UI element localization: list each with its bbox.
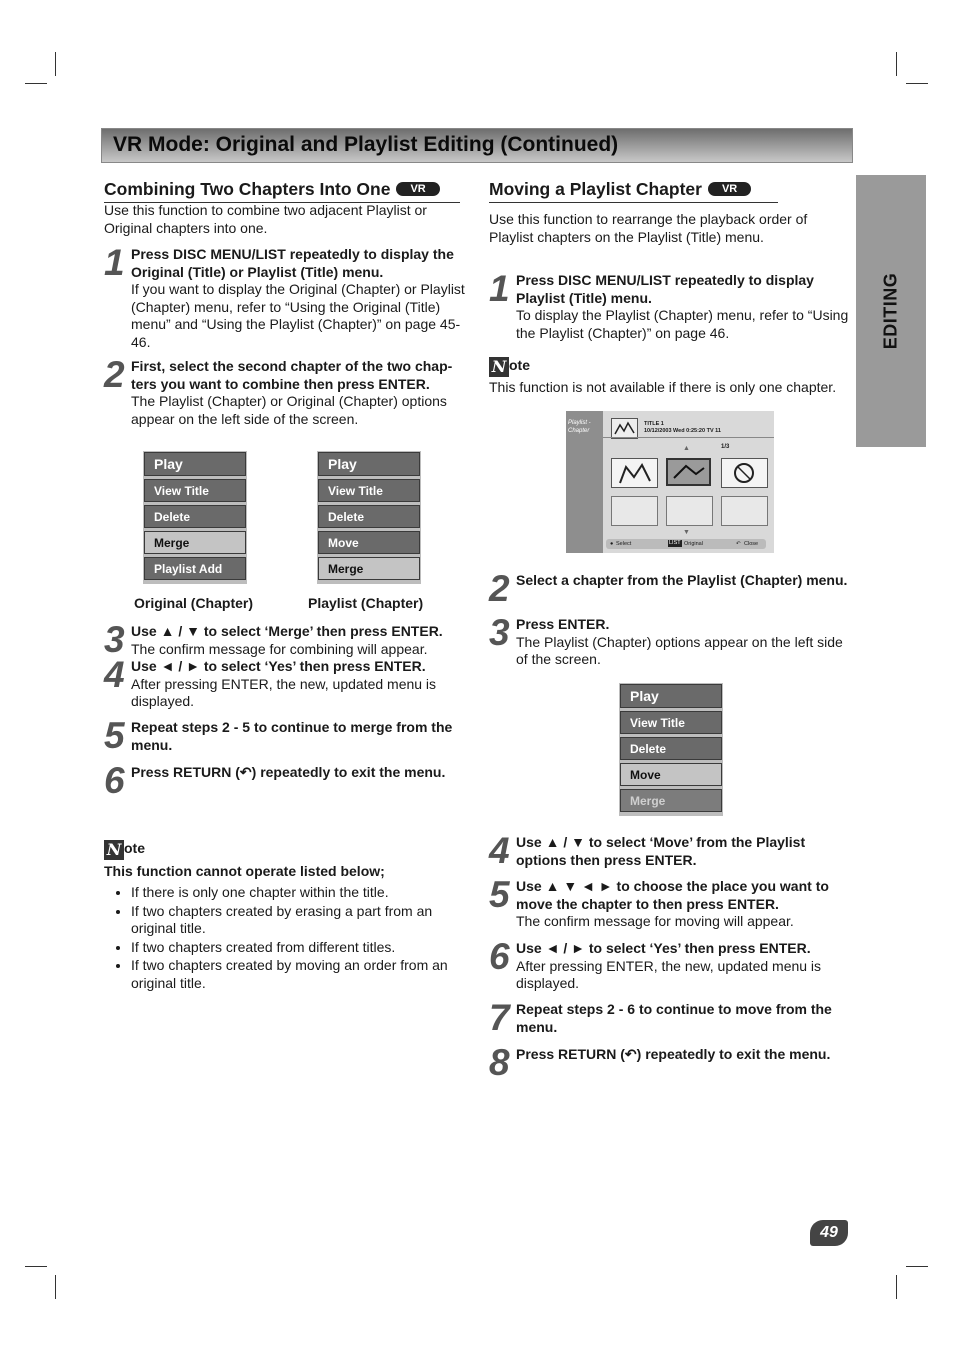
step-number: 1 <box>104 242 125 283</box>
right-intro: Use this function to rearrange the playback order of Playlist chapters on the Playlist (Title) menu. <box>489 211 808 245</box>
step-number: 7 <box>489 997 510 1038</box>
note-icon: N <box>489 357 509 377</box>
menu-item-view-title[interactable]: View Title <box>620 711 722 734</box>
step-instruction: Press ENTER. <box>516 616 610 632</box>
step-instruction: Press DISC MENU/LIST repeatedly to display the Original (Title) or Playlist (Title) menu. <box>131 246 454 280</box>
crop-mark <box>55 52 56 76</box>
page-number: 49 <box>810 1220 848 1246</box>
crop-mark <box>906 1266 928 1267</box>
playlist-chapter-screen <box>566 411 774 553</box>
screen-side-label: Playlist -Chapter <box>568 420 591 434</box>
screen-title: TITLE 1 <box>644 421 664 427</box>
menu-item-delete[interactable]: Delete <box>144 505 246 528</box>
left-heading-text: Combining Two Chapters Into One <box>104 179 391 199</box>
step-instruction: Use ▲ / ▼ to select ‘Merge’ then press ENTER. <box>131 623 443 639</box>
step-instruction: Use ▲ ▼ ◄ ► to choose the place you want to move the chapter to then press ENTER. <box>516 878 829 912</box>
step-number: 8 <box>489 1042 510 1083</box>
note-item: • If there is only one chapter within the title. <box>131 884 466 902</box>
step-number: 6 <box>489 936 510 977</box>
note-label: ote <box>509 357 530 373</box>
vr-badge: VR <box>708 182 751 196</box>
footer-close: Close <box>744 541 759 547</box>
step-instruction: Repeat steps 2 - 6 to continue to move from the menu. <box>516 1001 832 1035</box>
screen-title-info <box>644 421 721 435</box>
menu-item-view-title[interactable]: View Title <box>318 479 420 502</box>
arrow-down-icon: ▼ <box>683 529 690 536</box>
right-section-heading <box>489 179 778 203</box>
step-number: 2 <box>489 568 510 609</box>
step-number: 1 <box>489 268 510 309</box>
step-number: 4 <box>489 830 510 871</box>
step-instruction: Select a chapter from the Playlist (Chapter) menu. <box>516 572 848 588</box>
crop-mark <box>55 1275 56 1299</box>
note-text: This function is not available if there is only one chapter. <box>489 379 837 395</box>
page-title: VR Mode: Original and Playlist Editing (Continued) <box>113 133 619 156</box>
step-detail: To display the Playlist (Chapter) menu, refer to “Using the Playlist (Chapter)” on page 46. <box>516 307 849 341</box>
menu-playlist-chapter <box>317 451 421 584</box>
step-detail: After pressing ENTER, the new, updated menu is displayed. <box>516 957 822 991</box>
select-icon: ● <box>610 541 614 547</box>
empty-slot[interactable] <box>666 496 713 526</box>
empty-slot[interactable] <box>611 496 658 526</box>
menu-item-merge[interactable]: Merge <box>318 557 420 580</box>
section-tab <box>856 175 926 447</box>
step-instruction: Repeat steps 2 - 5 to continue to merge from the menu. <box>131 719 453 753</box>
footer-select: Select <box>616 541 632 547</box>
menu-original-chapter <box>143 451 247 584</box>
menu-item-view-title[interactable]: View Title <box>144 479 246 502</box>
menu-item-playlist-add[interactable]: Playlist Add <box>144 557 246 580</box>
empty-slot[interactable] <box>721 496 768 526</box>
return-icon: ↶ <box>736 541 741 547</box>
step-number: 4 <box>104 654 125 695</box>
note-label: ote <box>124 840 145 856</box>
chapter-thumbnail[interactable] <box>611 458 658 488</box>
menu-item-merge[interactable]: Merge <box>144 531 246 554</box>
step-detail: If you want to display the Original (Chapter) or Playlist (Chapter) menu, refer to “Using the Original (Title) menu” and “Using the Playlist (Chapter)” on page 45-46. <box>131 281 465 350</box>
step-number: 6 <box>104 760 125 801</box>
step-instruction: Press DISC MENU/LIST repeatedly to display Playlist (Title) menu. <box>516 272 814 306</box>
step-instruction: Use ▲ / ▼ to select ‘Move’ from the Playlist options then press ENTER. <box>516 834 806 868</box>
menu-item-play[interactable]: Play <box>144 452 246 476</box>
note-item: • If two chapters created from different titles. <box>131 939 466 957</box>
footer-original: Original <box>684 541 703 547</box>
left-intro: Use this function to combine two adjacent Playlist or Original chapters into one. <box>104 202 427 236</box>
step-detail: After pressing ENTER, the new, updated menu is displayed. <box>131 675 437 709</box>
crop-mark <box>25 83 47 84</box>
step-number: 3 <box>489 612 510 653</box>
chapter-thumbnail-selected[interactable] <box>666 458 711 486</box>
step-number: 5 <box>489 874 510 915</box>
crop-mark <box>25 1266 47 1267</box>
step-instruction: Press RETURN (↶) repeatedly to exit the menu. <box>516 1046 831 1062</box>
screen-info: 10/12/2003 Wed 0:25:20 TV 11 <box>644 428 721 434</box>
note-item: • If two chapters created by erasing a part from an original title. <box>131 903 466 938</box>
title-thumbnail <box>611 418 638 439</box>
section-tab-label: EDITING <box>880 272 901 350</box>
menu-item-delete[interactable]: Delete <box>318 505 420 528</box>
caption-original-chapter: Original (Chapter) <box>134 595 254 611</box>
step-instruction: Use ◄ / ► to select ‘Yes’ then press ENTER. <box>516 940 811 956</box>
page-title-bar <box>101 128 853 163</box>
vr-badge: VR <box>396 182 439 196</box>
screen-footer <box>606 539 766 549</box>
left-section-heading <box>104 179 460 203</box>
note-list <box>104 884 466 992</box>
step-detail: The Playlist (Chapter) options appear on the left side of the screen. <box>516 633 843 667</box>
right-heading-text: Moving a Playlist Chapter <box>489 179 702 199</box>
note-icon: N <box>104 840 124 860</box>
arrow-up-icon: ▲ <box>683 445 690 452</box>
left-note <box>104 840 466 993</box>
footer-list: LIST <box>669 540 681 546</box>
step-detail: The confirm message for combining will appear. <box>131 640 428 657</box>
menu-playlist-move <box>619 683 723 816</box>
caption-playlist-chapter: Playlist (Chapter) <box>308 595 424 611</box>
menu-item-move[interactable]: Move <box>620 763 722 786</box>
step-instruction: First, select the second chapter of the two chap-ters you want to combine then press ENTER. <box>131 358 453 392</box>
note-item: • If two chapters created by moving an order from an original title. <box>131 957 466 992</box>
note-heading: This function cannot operate listed below; <box>104 863 385 879</box>
step-instruction: Use ◄ / ► to select ‘Yes’ then press ENTER. <box>131 658 426 674</box>
crop-mark <box>906 83 928 84</box>
step-number: 3 <box>104 619 125 660</box>
menu-item-play[interactable]: Play <box>318 452 420 476</box>
step-detail: The Playlist (Chapter) or Original (Chapter) options appear on the left side of the screen. <box>131 393 447 427</box>
step-detail: The confirm message for moving will appear. <box>516 913 794 929</box>
menu-item-move[interactable]: Move <box>318 531 420 554</box>
crop-mark <box>896 52 897 76</box>
step-instruction: Press RETURN (↶) repeatedly to exit the menu. <box>131 764 446 780</box>
step-number: 2 <box>104 354 125 395</box>
menu-item-merge[interactable]: Merge <box>620 789 722 812</box>
step-number: 5 <box>104 715 125 756</box>
right-note <box>489 357 851 395</box>
menu-item-delete[interactable]: Delete <box>620 737 722 760</box>
menu-item-play[interactable]: Play <box>620 684 722 708</box>
screen-counter: 1/3 <box>721 444 730 450</box>
crop-mark <box>896 1275 897 1299</box>
chapter-thumbnail[interactable] <box>721 458 768 488</box>
